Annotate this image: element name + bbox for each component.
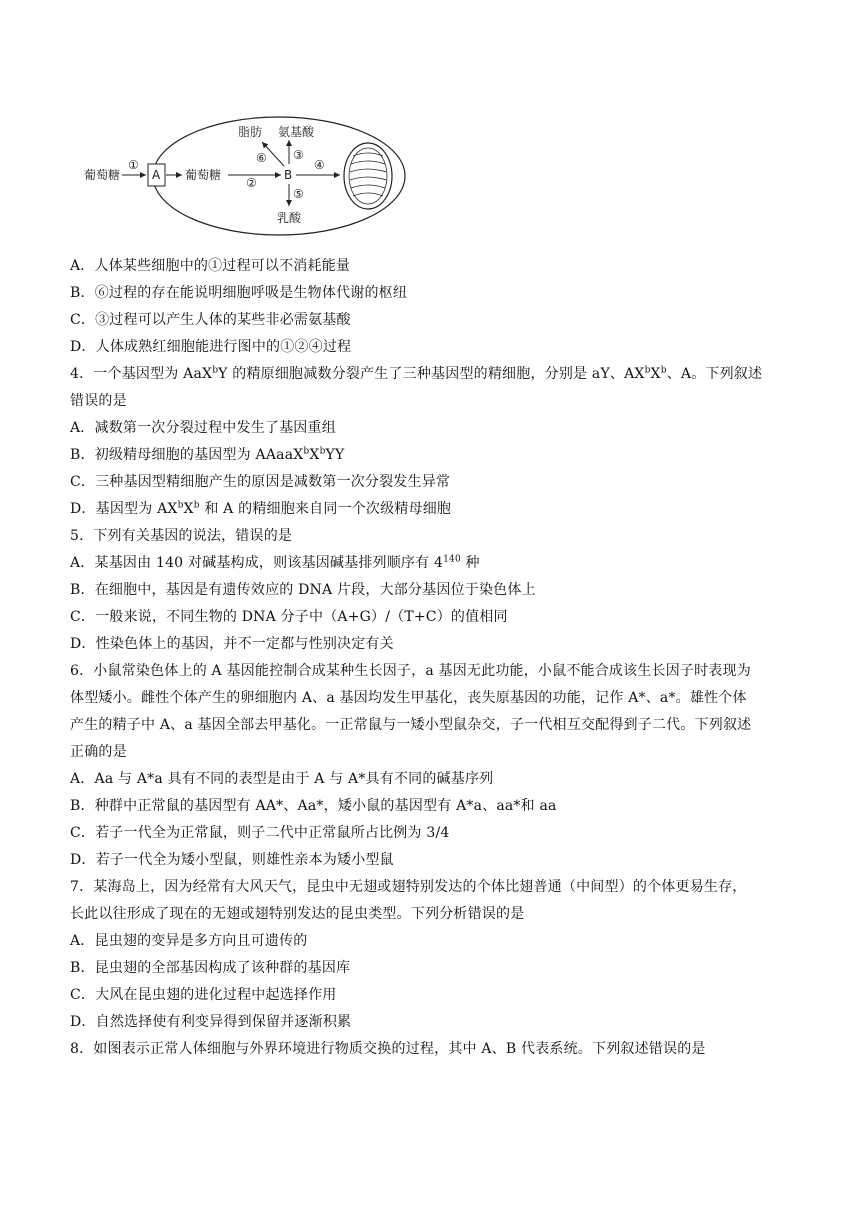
q6-stem-line2: 体型矮小。雌性个体产生的卵细胞内 A、a 基因均发生甲基化，丧失原基因的功能，记作 A*、a*。雄性个体	[70, 690, 747, 706]
q7-option-c: C．大风在昆虫翅的进化过程中起选择作用	[70, 987, 337, 1003]
q4-stem-sup: b	[644, 365, 651, 376]
q3-option-b: B．⑥过程的存在能说明细胞呼吸是生物体代谢的枢纽	[70, 285, 408, 301]
q4-stem-sup: b	[660, 365, 667, 376]
q6-option-d: D．若子一代全为矮小型鼠，则雄性亲本为矮小型鼠	[70, 852, 394, 868]
step-6-label: ⑥	[256, 151, 267, 165]
q4-d-text: 和 A 的精细胞来自同一个次级精母细胞	[199, 501, 452, 517]
q4-option-d	[70, 496, 790, 523]
q4-b-text: YY	[325, 447, 345, 463]
glucose-outside-label: 葡萄糖	[84, 168, 121, 182]
q4-stem-sup: b	[212, 365, 219, 376]
q4-d-text: D．基因型为 AX	[70, 501, 178, 517]
q8-stem: 8．如图表示正常人体细胞与外界环境进行物质交换的过程，其中 A、B 代表系统。下列叙述错误的是	[70, 1041, 706, 1057]
q4-b-text: X	[309, 447, 320, 463]
step-5-label: ⑤	[293, 187, 304, 201]
mitochondrion-icon	[344, 143, 392, 209]
q5-option-a	[70, 550, 790, 577]
q4-b-sup: b	[303, 446, 310, 457]
step-4-label: ④	[314, 158, 325, 172]
q6-stem-line3: 产生的精子中 A、a 基因全部去甲基化。一正常鼠与一矮小型鼠杂交，子一代相互交配得到子二代。下列叙述	[70, 717, 752, 733]
q5-a-text: A．某基因由 140 对碱基构成，则该基因碱基排列顺序有 4	[70, 555, 444, 571]
glucose-inside-label: 葡萄糖	[185, 168, 222, 182]
q7-stem-line2: 长此以往形成了现在的无翅或翅特别发达的昆虫类型。下列分析错误的是	[70, 906, 525, 922]
q4-stem-text: Y 的精原细胞减数分裂产生了三种基因型的精细胞，分别是 aY、AX	[218, 366, 645, 382]
q6-stem-line1: 6．小鼠常染色体上的 A 基因能控制合成某种生长因子，a 基因无此功能，小鼠不能合成该生长因子时表现为	[70, 663, 751, 679]
q5-a-sup: 140	[443, 554, 461, 565]
q7-option-a: A．昆虫翅的变异是多方向且可遗传的	[70, 933, 308, 949]
q7-option-d: D．自然选择使有利变异得到保留并逐渐积累	[70, 1014, 352, 1030]
node-b-label: B	[284, 168, 293, 182]
q6-stem-line4: 正确的是	[70, 744, 127, 760]
q7-stem-line1: 7．某海岛上，因为经常有大风天气，昆虫中无翅或翅特别发达的个体比翅普通（中间型）的个体更易生存，	[70, 879, 747, 895]
q4-option-a: A．减数第一次分裂过程中发生了基因重组	[70, 420, 336, 436]
q5-option-b: B．在细胞中，基因是有遗传效应的 DNA 片段，大部分基因位于染色体上	[70, 582, 536, 598]
q6-option-a: A．Aa 与 A*a 具有不同的表型是由于 A 与 A*具有不同的碱基序列	[70, 771, 494, 787]
amino-acid-label: 氨基酸	[278, 125, 315, 139]
step-3-label: ③	[293, 148, 304, 162]
q4-option-b	[70, 442, 790, 469]
q5-stem: 5．下列有关基因的说法，错误的是	[70, 528, 293, 544]
q5-option-c: C．一般来说，不同生物的 DNA 分子中（A+G）/（T+C）的值相同	[70, 609, 508, 625]
question-text	[70, 253, 790, 1063]
cell-metabolism-diagram	[70, 112, 420, 240]
q4-option-c: C．三种基因型精细胞产生的原因是减数第一次分裂发生异常	[70, 474, 451, 490]
q4-d-text: X	[183, 501, 194, 517]
q4-d-sup: b	[177, 500, 184, 511]
q4-d-sup: b	[193, 500, 200, 511]
lactic-acid-label: 乳酸	[277, 211, 302, 225]
step-2-label: ②	[246, 176, 257, 190]
q4-stem-text: X	[650, 366, 661, 382]
q6-option-b: B．种群中正常鼠的基因型有 AA*、Aa*，矮小鼠的基因型有 A*a、aa*和 aa	[70, 798, 557, 814]
q4-stem-text: 、A。下列叙述	[666, 366, 763, 382]
q3-option-d: D．人体成熟红细胞能进行图中的①②④过程	[70, 339, 352, 355]
diagram-svg	[70, 112, 420, 240]
q5-a-text: 种	[460, 555, 480, 571]
q4-b-sup: b	[319, 446, 326, 457]
q3-option-c: C．③过程可以产生人体的某些非必需氨基酸	[70, 312, 351, 328]
q6-option-c: C．若子一代全为正常鼠，则子二代中正常鼠所占比例为 3/4	[70, 825, 450, 841]
q5-option-d: D．性染色体上的基因，并不一定都与性别决定有关	[70, 636, 394, 652]
q4-stem-line2: 错误的是	[70, 393, 127, 409]
step-1-label: ①	[128, 158, 139, 172]
q3-option-a: A．人体某些细胞中的①过程可以不消耗能量	[70, 258, 351, 274]
q4-stem-line1	[70, 361, 790, 388]
box-a-label: A	[152, 168, 161, 182]
fat-label: 脂肪	[238, 125, 263, 139]
q7-option-b: B．昆虫翅的全部基因构成了该种群的基因库	[70, 960, 351, 976]
q4-b-text: B．初级精母细胞的基因型为 AAaaX	[70, 447, 304, 463]
q4-stem-text: 4．一个基因型为 AaX	[70, 366, 213, 382]
